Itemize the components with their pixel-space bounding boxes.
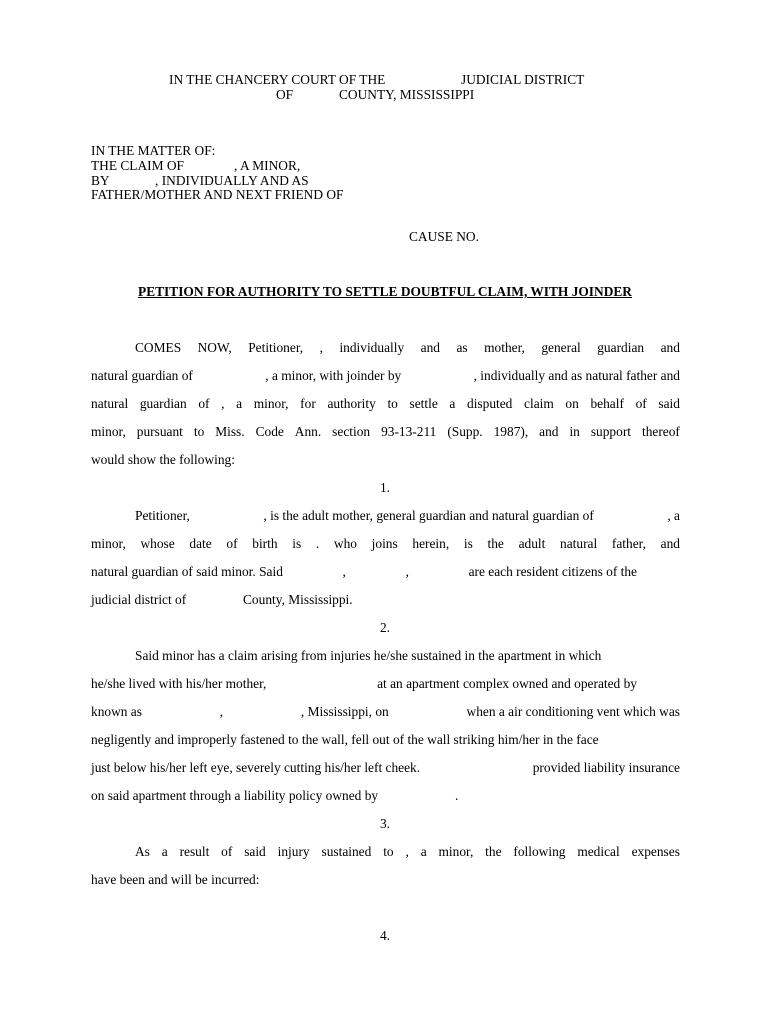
word: father, — [611, 536, 646, 551]
word: disputed — [467, 396, 513, 411]
word: As — [135, 844, 150, 859]
intro-line-4 — [91, 424, 680, 442]
paragraph-number-4: 4. — [379, 928, 391, 943]
word: to — [383, 844, 394, 859]
word: sustained — [321, 844, 372, 859]
word: authority — [327, 396, 376, 411]
word: of — [221, 844, 233, 859]
word: Petitioner, — [248, 340, 304, 355]
p3-line-1 — [135, 844, 680, 862]
p1-line-1 — [135, 508, 680, 526]
word: minor, — [91, 536, 126, 551]
word: , — [319, 340, 323, 355]
matter-line-3-b: , INDIVIDUALLY AND AS — [155, 173, 309, 188]
caption-line-1-b: JUDICIAL DISTRICT — [461, 72, 585, 87]
word: the — [487, 536, 504, 551]
word: injury — [277, 844, 310, 859]
word: and — [539, 424, 559, 439]
word: , is the adult mother, general guardian and natural guardian of — [263, 508, 594, 523]
intro-line-3 — [91, 396, 680, 414]
word: guardian — [597, 340, 645, 355]
word: , — [219, 704, 224, 719]
intro-line-1 — [135, 340, 680, 358]
word: medical — [577, 844, 620, 859]
matter-line-2-a: THE CLAIM OF — [91, 158, 184, 173]
matter-line-3-a: BY — [91, 173, 110, 188]
word: general — [541, 340, 581, 355]
p3-line-2: have been and will be incurred: — [91, 872, 260, 887]
word: joins — [371, 536, 398, 551]
matter-line-4: FATHER/MOTHER AND NEXT FRIEND OF — [91, 187, 344, 202]
cause-number: CAUSE NO. — [409, 229, 479, 244]
matter-line-2-b: , A MINOR, — [234, 158, 301, 173]
word: of — [226, 536, 238, 551]
paragraph-number-1: 1. — [379, 480, 391, 495]
word: adult — [518, 536, 546, 551]
word: settle — [409, 396, 438, 411]
p2-line-2 — [91, 676, 637, 694]
word: a — [161, 844, 168, 859]
word: Petitioner, — [135, 508, 190, 523]
p1-line-4-b: County, Mississippi. — [243, 592, 353, 607]
word: a — [420, 844, 427, 859]
intro-line-5: would show the following: — [91, 452, 235, 467]
word: are each resident citizens of the — [468, 564, 637, 579]
word: pursuant — [136, 424, 183, 439]
word: claim — [524, 396, 554, 411]
word: , — [405, 564, 409, 579]
word: is — [463, 536, 473, 551]
word: to — [387, 396, 398, 411]
caption-line-2-b: COUNTY, MISSISSIPPI — [339, 87, 475, 102]
p1-line-4-a: judicial district of — [91, 592, 187, 607]
petition-title: PETITION FOR AUTHORITY TO SETTLE DOUBTFUL CLAIM, WITH JOINDER — [138, 284, 632, 299]
word: and — [660, 536, 680, 551]
word: , Mississippi, on — [300, 704, 389, 719]
word: minor, — [91, 424, 126, 439]
intro-line-2 — [91, 368, 680, 386]
word: and — [420, 340, 440, 355]
word: , — [405, 844, 409, 859]
word: at an apartment complex owned and operated by — [377, 676, 637, 691]
word: date — [189, 536, 212, 551]
word: 93-13-211 — [381, 424, 437, 439]
caption-line-1-a: IN THE CHANCERY COURT OF THE — [169, 72, 386, 87]
word: behalf — [590, 396, 624, 411]
word: said — [658, 396, 680, 411]
word: result — [179, 844, 210, 859]
word: section — [332, 424, 371, 439]
word: just below his/her left eye, severely cutting his/her left cheek. — [91, 760, 421, 775]
p1-line-3 — [91, 564, 637, 582]
word: , — [342, 564, 346, 579]
word: natural guardian of said minor. Said — [91, 564, 283, 579]
word: known as — [91, 704, 142, 719]
p2-line-6-a: on said apartment through a liability policy owned by — [91, 788, 379, 803]
word: who — [333, 536, 357, 551]
word: Miss. — [215, 424, 245, 439]
paragraph-number-2: 2. — [379, 620, 391, 635]
word: provided liability insurance — [532, 760, 680, 775]
word: a — [449, 396, 456, 411]
p2-line-4: negligently and improperly fastened to the wall, fell out of the wall striking him/her in the face — [91, 732, 599, 747]
word: thereof — [641, 424, 680, 439]
word: expenses — [631, 844, 680, 859]
word: natural guardian of — [91, 368, 193, 383]
word: , — [221, 396, 225, 411]
word: natural — [560, 536, 598, 551]
word: natural — [91, 396, 129, 411]
word: of — [198, 396, 210, 411]
p2-line-5 — [91, 760, 680, 778]
word: is — [292, 536, 302, 551]
word: as — [456, 340, 468, 355]
word: herein, — [412, 536, 450, 551]
word: for — [300, 396, 316, 411]
word: Ann. — [294, 424, 322, 439]
word: support — [590, 424, 632, 439]
caption-line-2-a: OF — [276, 87, 294, 102]
word: , individually and as natural father and — [473, 368, 680, 383]
word: 1987), — [493, 424, 529, 439]
word: , a minor, with joinder by — [265, 368, 402, 383]
word: guardian — [139, 396, 187, 411]
word: said — [244, 844, 266, 859]
word: the — [485, 844, 502, 859]
word: in — [569, 424, 580, 439]
word: of — [635, 396, 647, 411]
word: , a — [667, 508, 680, 523]
word: and — [660, 340, 680, 355]
p1-line-2 — [91, 536, 680, 554]
matter-line-1: IN THE MATTER OF: — [91, 143, 216, 158]
p2-line-3 — [91, 704, 680, 722]
p2-line-1: Said minor has a claim arising from injuries he/she sustained in the apartment in which — [135, 648, 602, 663]
word: whose — [140, 536, 175, 551]
word: NOW, — [197, 340, 232, 355]
word: a — [236, 396, 243, 411]
word: following — [513, 844, 566, 859]
p2-line-6-b: . — [455, 788, 459, 803]
word: individually — [339, 340, 405, 355]
word: he/she lived with his/her mother, — [91, 676, 267, 691]
word: birth — [252, 536, 278, 551]
word: mother, — [484, 340, 525, 355]
word: COMES — [135, 340, 182, 355]
word: . — [315, 536, 320, 551]
word: (Supp. — [447, 424, 483, 439]
word: when a air conditioning vent which was — [466, 704, 680, 719]
word: minor, — [438, 844, 474, 859]
word: minor, — [253, 396, 289, 411]
word: to — [193, 424, 205, 439]
paragraph-number-3: 3. — [379, 816, 391, 831]
word: on — [565, 396, 579, 411]
word: Code — [255, 424, 284, 439]
